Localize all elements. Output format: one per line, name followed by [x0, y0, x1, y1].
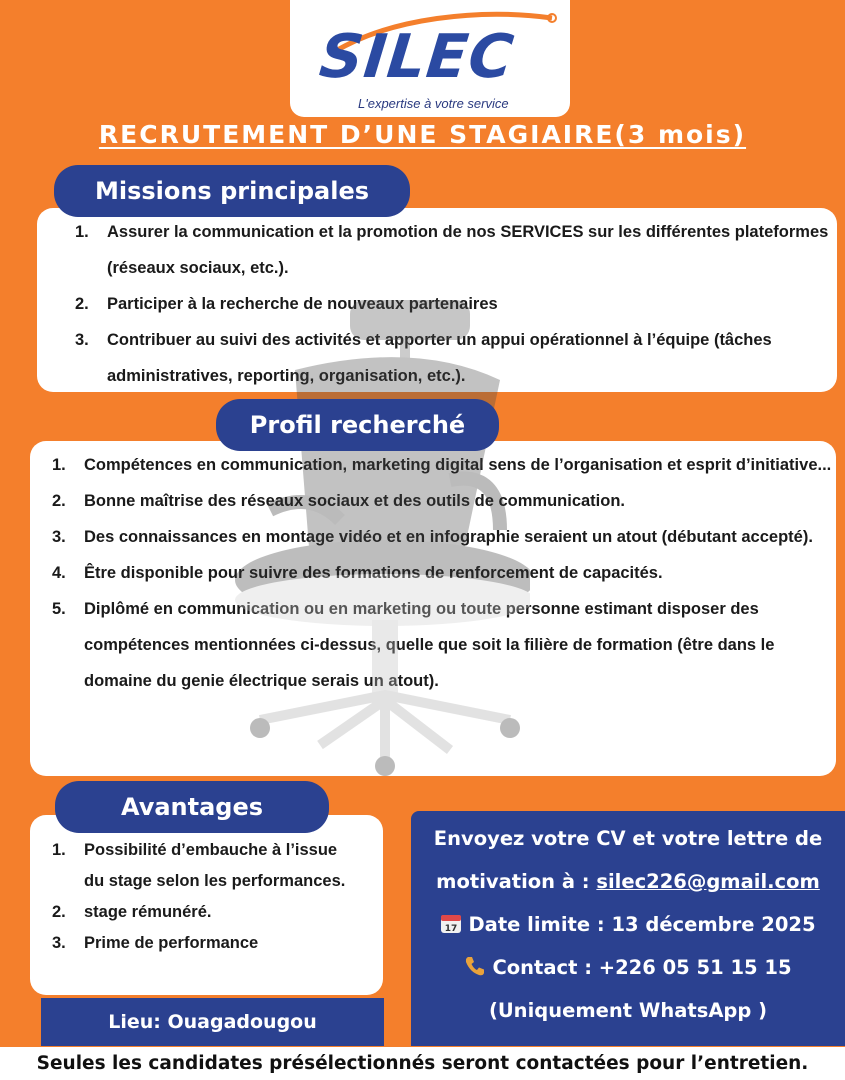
avantages-card [30, 815, 383, 995]
missions-card [37, 208, 837, 392]
avantages-heading-text: Avantages [120, 793, 264, 821]
missions-list [75, 214, 837, 394]
contact-line-2: motivation à : silec226@gmail.com [436, 870, 820, 893]
logo [290, 0, 570, 117]
deadline-line [411, 903, 845, 946]
contact-box [411, 811, 845, 1046]
deadline-text: Date limite : 13 décembre 2025 [468, 913, 816, 936]
profil-heading-text: Profil recherché [249, 411, 466, 439]
list-item: 1. Assurer la communication et la promotion de nos SERVICES sur les différentes plateformes (réseaux sociaux, etc.). [75, 223, 829, 277]
list-item: 3. Prime de performance [52, 934, 259, 952]
profil-card [30, 441, 836, 776]
profil-list [52, 447, 836, 699]
location-banner: Lieu: Ouagadougou [41, 998, 384, 1046]
list-item: 3. Des connaissances en montage vidéo et en infographie seraient un atout (débutant accepté). [52, 528, 813, 546]
phone-icon [464, 955, 486, 977]
list-item: 5. Diplômé en communication ou en marketing ou toute personne estimant disposer des compétences mentionnées ci-dessus, quelle que soit la filière de formation (être dans le domaine du genie électrique serais un atout). [52, 600, 775, 690]
list-item: 2. Participer à la recherche de nouveaux partenaires [75, 295, 498, 313]
list-item: 3. Contribuer au suivi des activités et apporter un appui opérationnel à l’équipe (tâches administratives, reporting, organisation, etc.). [75, 331, 772, 385]
list-item: 2. stage rémunéré. [52, 903, 212, 921]
list-item: 1. Possibilité d’embauche à l’issue du stage selon les performances. [52, 841, 346, 890]
avantages-list [52, 835, 352, 959]
missions-heading [54, 165, 410, 217]
svg-text:17: 17 [445, 924, 458, 934]
phone-text[interactable]: Contact : +226 05 51 15 15 [492, 956, 792, 979]
logo-tagline: L'expertise à votre service [358, 96, 509, 111]
list-item: 2. Bonne maîtrise des réseaux sociaux et des outils de communication. [52, 492, 626, 510]
contact-line-1: Envoyez votre CV et votre lettre de [433, 827, 823, 850]
whatsapp-note: (Uniquement WhatsApp ) [488, 999, 768, 1022]
page-title: RECRUTEMENT D’UNE STAGIAIRE(3 mois) [98, 120, 747, 149]
phone-line [411, 946, 845, 989]
calendar-icon [440, 912, 462, 934]
avantages-heading [55, 781, 329, 833]
missions-heading-text: Missions principales [94, 177, 370, 205]
footer-note: Seules les candidates présélectionnés seront contactées pour l’entretien. [0, 1047, 845, 1080]
list-item: 4. Être disponible pour suivre des formations de renforcement de capacités. [52, 564, 663, 582]
logo-wordmark: SILEC [316, 22, 518, 92]
list-item: 1. Compétences en communication, marketing digital sens de l’organisation et esprit d’initiative... [52, 456, 832, 474]
profil-heading [216, 399, 499, 451]
email-link[interactable]: silec226@gmail.com [596, 870, 820, 893]
